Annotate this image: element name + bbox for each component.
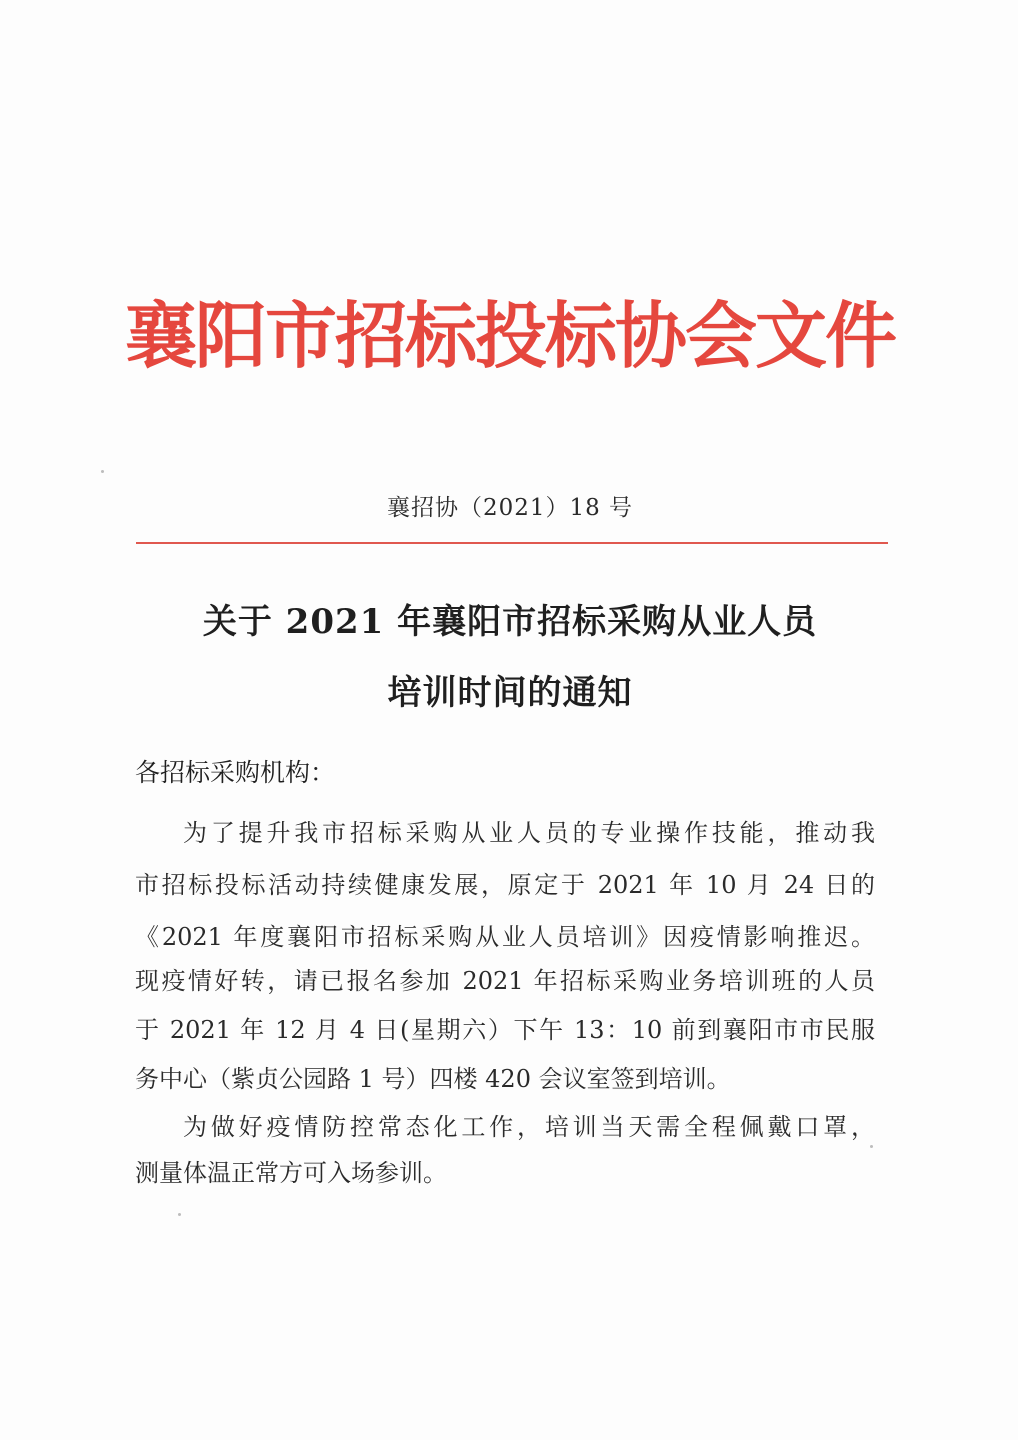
document-number: 襄招协（2021）18 号 — [386, 495, 634, 521]
body-text-line: 现疫情好转，请已报名参加 2021 年招标采购业务培训班的人员 — [135, 967, 875, 995]
body-text-line: 测量体温正常方可入场参训。 — [135, 1159, 447, 1187]
body-text-line: 《2021 年度襄阳市招标采购从业人员培训》因疫情影响推迟。 — [135, 923, 875, 951]
body-text-line: 于 2021 年 12 月 4 日(星期六）下午 13：10 前到襄阳市市民服 — [135, 1016, 875, 1044]
scan-speck — [101, 470, 104, 473]
red-divider-line — [136, 542, 888, 544]
scan-speck — [178, 1213, 181, 1216]
salutation: 各招标采购机构： — [135, 758, 336, 787]
notice-title-line-2: 培训时间的通知 — [387, 673, 633, 713]
body-text-line: 为了提升我市招标采购从业人员的专业操作技能，推动我 — [183, 819, 875, 847]
scan-speck — [870, 1145, 873, 1148]
document-masthead: 襄阳市招标投标协会文件 — [124, 294, 895, 378]
notice-title-line-1: 关于 2021 年襄阳市招标采购从业人员 — [202, 602, 818, 642]
body-text-line: 为做好疫情防控常态化工作，培训当天需全程佩戴口罩， — [183, 1113, 875, 1141]
body-text-line: 市招标投标活动持续健康发展，原定于 2021 年 10 月 24 日的 — [135, 871, 875, 899]
body-text-line: 务中心（紫贞公园路 1 号）四楼 420 会议室签到培训。 — [135, 1065, 731, 1093]
